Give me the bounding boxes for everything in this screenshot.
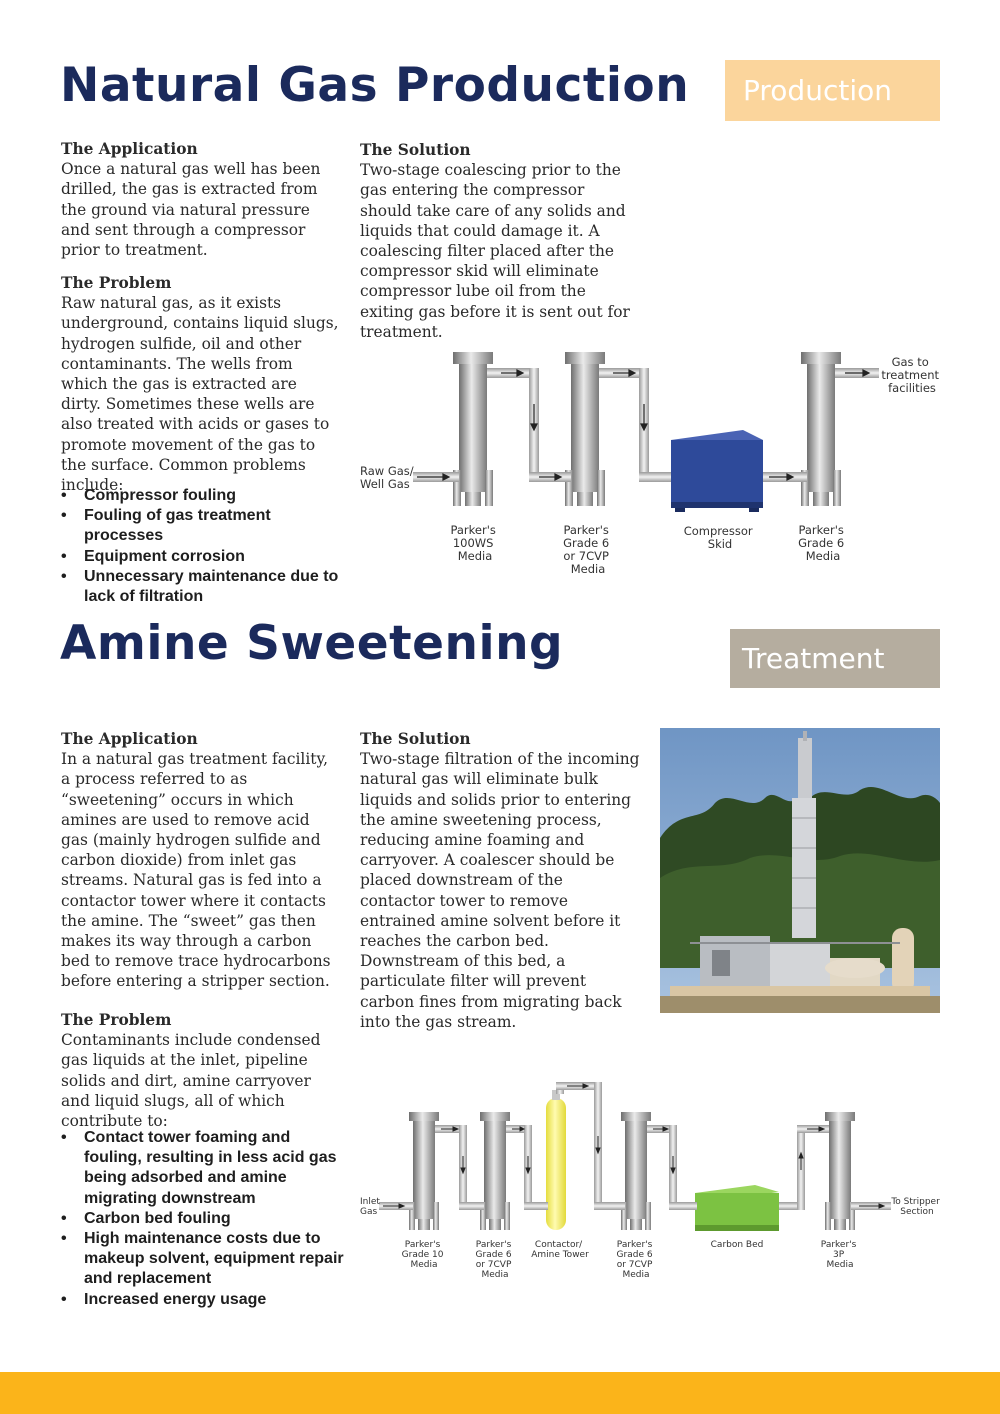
amine-plant-photo	[660, 728, 940, 1013]
pipe	[594, 1202, 625, 1210]
filter-1-label: Parker's Grade 10 Media	[401, 1240, 444, 1270]
filter-2-label: Parker's Grade 6 or 7CVP Media	[563, 523, 610, 576]
carbon-bed	[695, 1185, 779, 1231]
carbon-bed-label: Carbon Bed	[710, 1240, 764, 1250]
s2-problem	[61, 1010, 341, 1131]
footer-bar	[0, 1372, 1000, 1414]
s2-application-heading: The Application	[61, 730, 198, 748]
filter-1-label: Parker's 100WS Media	[450, 523, 496, 563]
production-tag: Production	[725, 60, 940, 121]
list-item: • Increased energy usage	[61, 1290, 346, 1310]
treatment-tag: Treatment	[730, 629, 940, 688]
list-item: • Unnecessary maintenance due to lack of filtration	[61, 567, 346, 607]
s1-problem-bullets	[61, 486, 346, 607]
compressor-label: Compressor Skid	[683, 524, 753, 551]
s1-application	[61, 139, 341, 260]
inlet-label: Inlet Gas	[360, 1197, 380, 1217]
s2-problem-text: Contaminants include condensed gas liquids at the inlet, pipeline solids and dirt, amine carryover and liquid slugs, all of which contribute to:	[61, 1031, 321, 1131]
tower-label: Contactor/ Amine Tower	[531, 1240, 589, 1260]
filter-3-label: Parker's Grade 6 or 7CVP Media	[616, 1240, 653, 1280]
s1-solution	[360, 140, 635, 342]
contactor-tower	[546, 1090, 566, 1230]
section2-title: Amine Sweetening	[60, 616, 564, 671]
pipe	[639, 472, 673, 482]
filter-4-label: Parker's 3P Media	[820, 1240, 857, 1270]
list-item: • Fouling of gas treatment processes	[61, 506, 346, 546]
s1-solution-heading: The Solution	[360, 141, 471, 159]
filter-1	[409, 1112, 439, 1230]
pipe	[524, 1202, 548, 1210]
s2-application	[61, 729, 341, 992]
s1-problem-text: Raw natural gas, as it exists underground, contains liquid slugs, hydrogen sulfide, oil and other contaminants. The wells from which the gas is extracted are dirty. Sometimes these wells are also treated with acids or gases to promote movement of the gas to the surface. Common problems include:	[61, 294, 339, 495]
outlet-label: Gas to treatment facilities	[881, 355, 940, 395]
production-diagram	[355, 340, 955, 585]
inlet-label: Raw Gas/ Well Gas	[360, 464, 414, 491]
filter-3-label: Parker's Grade 6 Media	[798, 523, 845, 563]
list-item: • High maintenance costs due to makeup solvent, equipment repair and replacement	[61, 1229, 346, 1290]
list-item: • Carbon bed fouling	[61, 1209, 346, 1229]
amine-diagram	[355, 1078, 955, 1283]
pipe	[669, 1202, 697, 1210]
s2-problem-heading: The Problem	[61, 1011, 172, 1029]
filter-4	[825, 1112, 855, 1230]
filter-3	[621, 1112, 651, 1230]
list-item: • Equipment corrosion	[61, 547, 346, 567]
outlet-label: To Stripper Section	[891, 1197, 940, 1217]
s2-solution-text: Two-stage filtration of the incoming natural gas will eliminate bulk liquids and solids prior to entering the amine sweetening process, reducing amine foaming and carryover. A coalescer should be placed downstream of the contactor tower to remove entrained amine solvent before it reaches the carbon bed. Downstream of this bed, a particulate filter will prevent carbon fines from migrating back into the gas stream.	[360, 750, 640, 1031]
list-item: • Compressor fouling	[61, 486, 346, 506]
filter-2-label: Parker's Grade 6 or 7CVP Media	[475, 1240, 512, 1280]
s1-application-text: Once a natural gas well has been drilled, the gas is extracted from the ground via natural pressure and sent through a compressor prior to treatment.	[61, 160, 321, 260]
s2-application-text: In a natural gas treatment facility, a process referred to as “sweetening” occurs in which amines are used to remove acid gas (mainly hydrogen sulfide and carbon dioxide) from inlet gas streams. Natural gas is fed into a contactor tower where it contacts the amine. The “sweet” gas then makes its way through a carbon bed to remove trace hydrocarbons before entering a stripper section.	[61, 750, 331, 991]
s1-solution-text: Two-stage coalescing prior to the gas entering the compressor should take care of any solids and liquids that could damage it. A coalescing filter placed after the compressor skid will eliminate compressor lube oil from the exiting gas before it is sent out for treatment.	[360, 161, 630, 341]
section1-title: Natural Gas Production	[60, 58, 690, 113]
s1-problem	[61, 273, 341, 495]
filter-2	[480, 1112, 510, 1230]
s1-application-heading: The Application	[61, 140, 198, 158]
pipe	[459, 1202, 484, 1210]
s1-problem-heading: The Problem	[61, 274, 172, 292]
s2-problem-bullets	[61, 1128, 346, 1310]
list-item: • Contact tower foaming and fouling, resulting in less acid gas being adsorbed and amine migrating downstream	[61, 1128, 346, 1209]
s2-solution-heading: The Solution	[360, 730, 471, 748]
s2-solution	[360, 729, 640, 1032]
compressor-skid	[671, 430, 763, 512]
